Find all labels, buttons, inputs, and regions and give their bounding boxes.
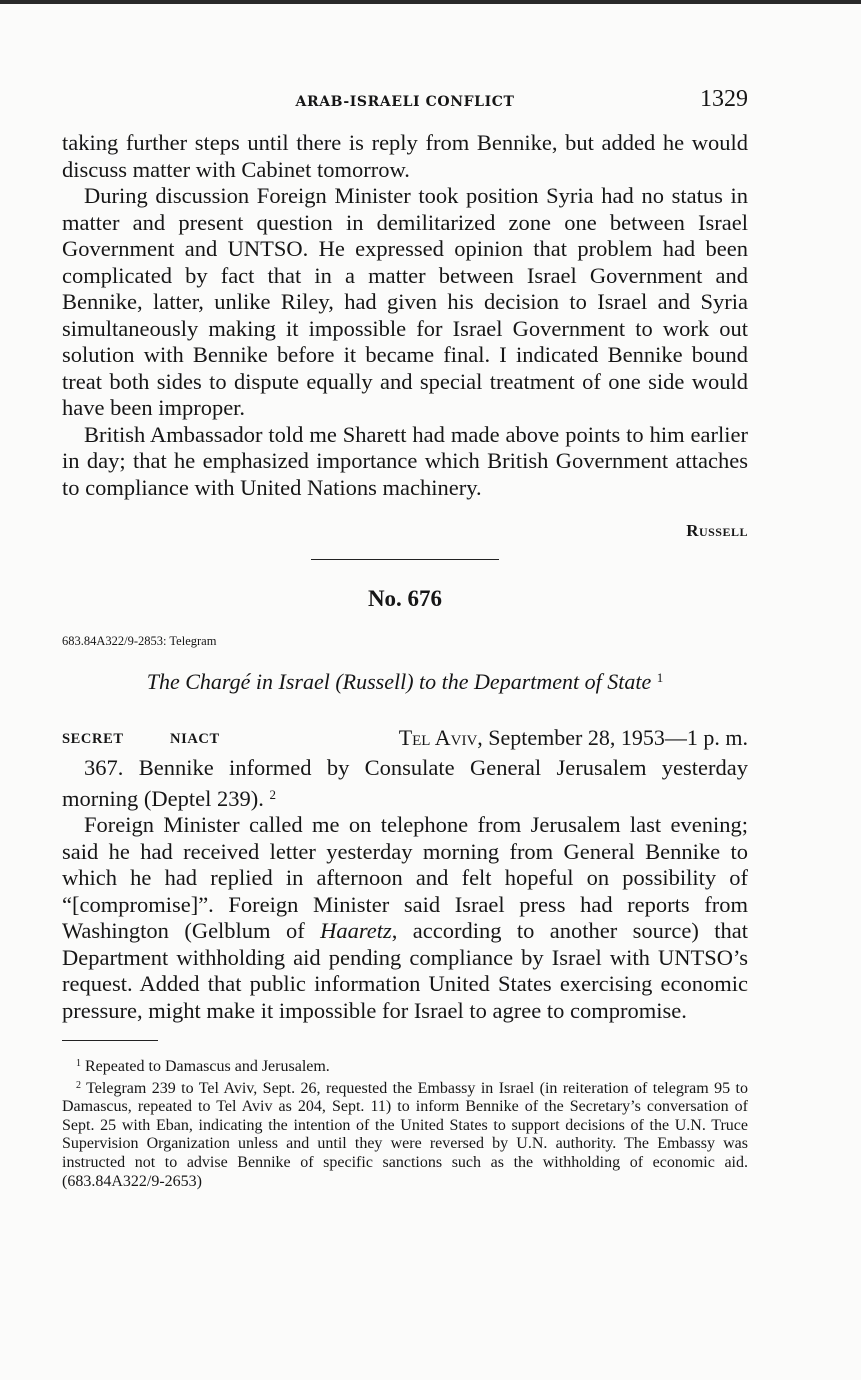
place-name: Tel Aviv, <box>398 725 483 750</box>
section-divider <box>311 559 499 560</box>
continuation-paragraph: During discussion Foreign Minister took position Syria had no status in matter and present question in demilitarized zone one between Israel Government and UNTSO. He expressed opinion that problem had been complicated by fact that in a matter between Israel Government and Bennike, latter, unlike Riley, had given his decision to Israel and Syria simultaneously making it impossible for Israel Government to work out solution with Bennike before it became final. I indicated Bennike bound treat both sides to dispute equally and special treatment of one side would have been improper. <box>62 183 748 420</box>
footnote-text: Telegram 239 to Tel Aviv, Sept. 26, requested the Embassy in Israel (in reiteration of telegram 95 to Damascus, repeated to Tel Aviv as 204, Sept. 11) to inform Bennike of the Secretary’s conversation of Sept. 25 with Eban, indicating the intention of the United States to support decisions of the U.N. Truce Supervision Organization unless and until they were reversed by U.N. authority. The Embassy was instructed not to advise Bennike of specific sanctions such as the withholding of economic aid. (683.84A322/9-2653) <box>62 1079 749 1190</box>
footnote-mark: 2 <box>269 786 276 802</box>
footnote <box>62 1055 748 1077</box>
footnote-text: Repeated to Damascus and Jerusalem. <box>85 1058 330 1075</box>
date-text: September 28, 1953—1 p. m. <box>488 725 748 750</box>
continuation-paragraph: British Ambassador told me Sharett had made above points to him earlier in day; that he emphasized importance which British Government attaches to compliance with United Nations machinery. <box>62 421 748 500</box>
document-title-text: The Chargé in Israel (Russell) to the Department of State <box>146 669 652 694</box>
document-title <box>62 669 748 695</box>
telegram-paragraph <box>62 755 748 812</box>
page-number: 1329 <box>700 86 748 112</box>
document-number: No. 676 <box>367 586 443 611</box>
footnote-divider <box>62 1040 158 1041</box>
telegram-text-part: , according to another source) that Department withholding aid pending compliance by Israel with UNTSO’s request. Added that public information United States exercising economic pressure, might make it impossible for Israel to agree to compromise. <box>62 918 748 1023</box>
telegram-paragraph-text: 367. Bennike informed by Consulate General Jerusalem yesterday morning (Deptel 239). <box>62 755 748 811</box>
telegram-paragraph <box>62 812 748 1024</box>
top-edge-rule <box>0 0 861 4</box>
running-head <box>62 86 748 120</box>
continuation-paragraph: taking further steps until there is reply from Bennike, but added he would discuss matter with Cabinet tomorrow. <box>62 130 748 182</box>
document-page <box>62 86 748 1191</box>
footnote-mark: 1 <box>656 670 664 685</box>
file-reference: 683.84A322/9-2853: Telegram <box>62 634 217 648</box>
running-head-title: ARAB-ISRAELI CONFLICT <box>295 94 515 110</box>
classification-label: SECRET <box>62 731 124 747</box>
footnote <box>62 1077 748 1192</box>
footnote-mark: 2 <box>76 1079 81 1091</box>
newspaper-name: Haaretz <box>320 918 392 943</box>
dateline <box>62 725 748 755</box>
place-and-date <box>399 725 748 751</box>
signature: Russell <box>686 521 748 540</box>
footnotes <box>62 1055 748 1191</box>
telegram-text-part: Foreign Minister called me on telephone from Jerusalem last evening; said he had received letter yesterday morning from General Bennike to which he had replied in afternoon and felt hopeful on possibility of “[compromise]”. Foreign Minister said Israel press had reports from Washington (Gelblum of <box>62 812 748 943</box>
precedence-label: NIACT <box>170 731 220 747</box>
footnote-mark: 1 <box>76 1058 81 1069</box>
